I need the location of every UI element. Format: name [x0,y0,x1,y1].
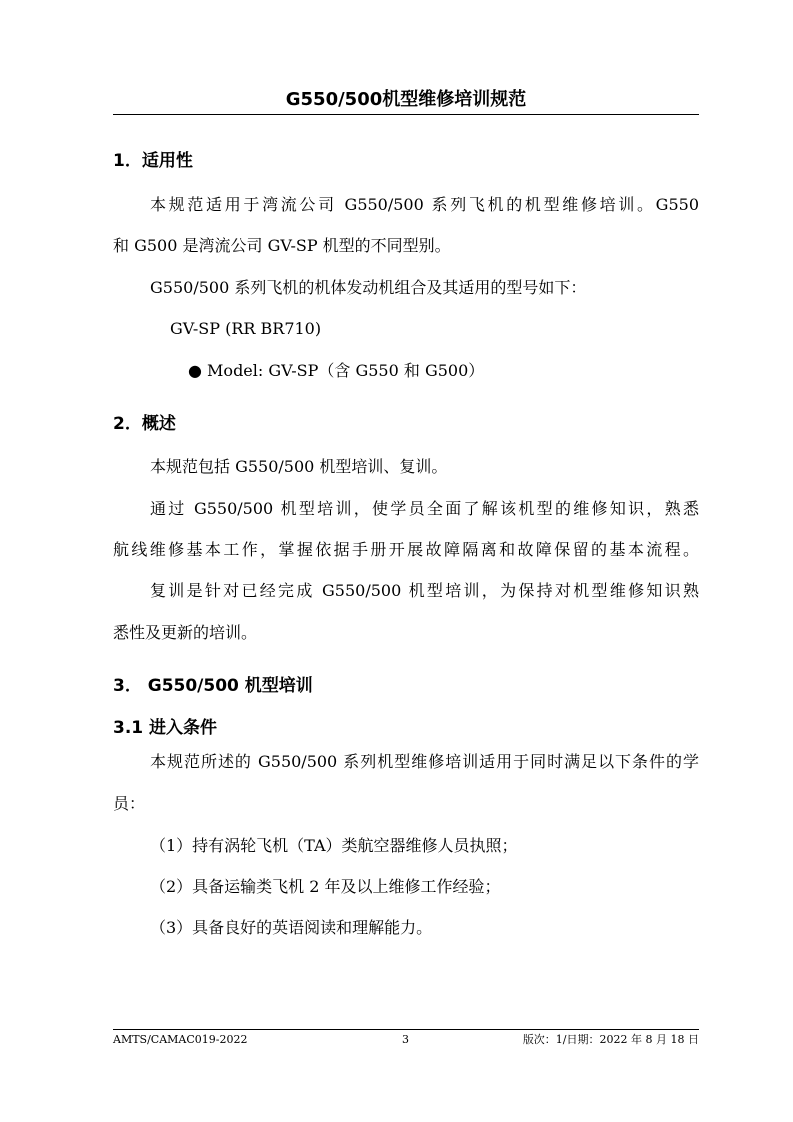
header-divider [113,114,699,115]
section-3-1-heading: 3.1 进入条件 [113,718,218,738]
section-2-para3-line1: 复训是针对已经完成 G550/500 机型培训，为保持对机型维修知识熟 [150,581,699,600]
footer-page-number: 3 [402,1033,409,1046]
section-1-heading: 1．适用性 [113,151,193,171]
footer-version-date: 版次：1/日期：2022 年 8 月 18 日 [522,1033,699,1046]
section-2-para1: 本规范包括 G550/500 机型培训、复训。 [150,457,448,476]
page-header-title: G550/500机型维修培训规范 [285,89,527,110]
condition-item-2: （2）具备运输类飞机 2 年及以上维修工作经验； [150,877,501,896]
model-list-item: ● Model: GV-SP（含 G550 和 G500） [188,361,485,380]
section-2-para2-line1: 通过 G550/500 机型培训，使学员全面了解该机型的维修知识，熟悉 [150,499,699,518]
section-2-para2-line2: 航线维修基本工作，掌握依据手册开展故障隔离和故障保留的基本流程。 [113,540,699,559]
engine-combination: GV-SP (RR BR710) [170,319,322,338]
section-1-para1-line2: 和 G500 是湾流公司 GV-SP 机型的不同型别。 [113,236,451,255]
section-2-para3-line2: 悉性及更新的培训。 [113,623,258,642]
section-3-1-para-line1: 本规范所述的 G550/500 系列机型维修培训适用于同时满足以下条件的学 [150,752,699,771]
section-3-1-para-line2: 员： [113,794,146,813]
footer-divider [113,1029,699,1030]
section-2-heading: 2．概述 [113,414,176,434]
section-1-para2: G550/500 系列飞机的机体发动机组合及其适用的型号如下： [150,278,587,297]
section-3-heading: 3． G550/500 机型培训 [113,676,313,696]
condition-item-1: （1）持有涡轮飞机（TA）类航空器维修人员执照； [150,836,518,855]
footer-doc-id: AMTS/CAMAC019-2022 [113,1033,248,1046]
section-1-para1-line1: 本规范适用于湾流公司 G550/500 系列飞机的机型维修培训。G550 [150,195,699,214]
condition-item-3: （3）具备良好的英语阅读和理解能力。 [150,918,433,937]
